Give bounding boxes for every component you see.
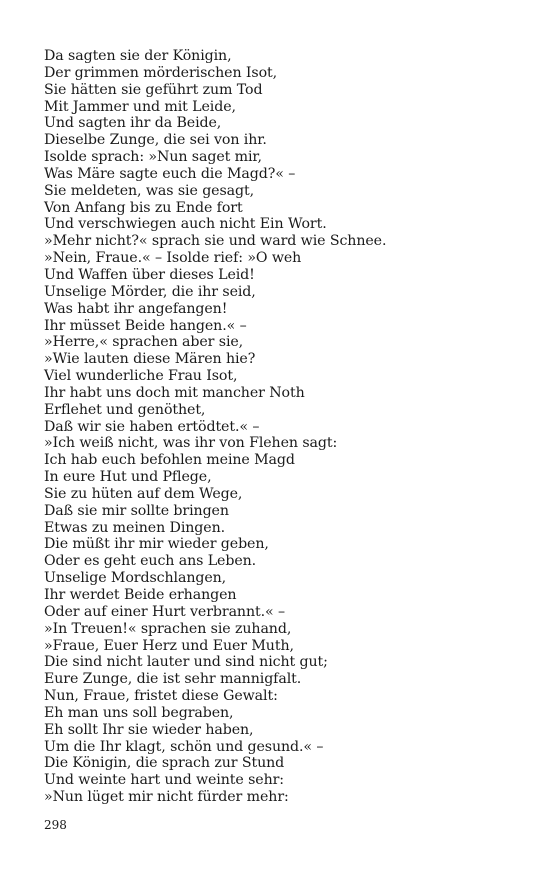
verse-line: Da sagten sie der Königin, (44, 48, 232, 64)
verse-line: Die sind nicht lauter und sind nicht gut; (44, 654, 328, 671)
verse-line: Eh man uns soll begraben, (44, 704, 234, 721)
verse-text (44, 48, 386, 806)
verse-line: Eh sollt Ihr sie wieder haben, (44, 721, 254, 738)
verse-line: »Nein, Fraue.« – Isolde rief: »O weh (44, 250, 302, 267)
verse-line: Ihr werdet Beide erhangen (44, 587, 237, 603)
verse-line: Eure Zunge, die ist sehr mannigfalt. (44, 671, 302, 688)
verse-line: Nun, Fraue, fristet diese Gewalt: (44, 688, 278, 705)
verse-line: Ihr müsset Beide hangen.« – (44, 317, 247, 334)
verse-line: Mit Jammer und mit Leide, (44, 98, 236, 115)
verse-line: Um die Ihr klagt, schön und gesund.« – (44, 738, 324, 755)
verse-line: Daß wir sie haben ertödtet.« – (44, 418, 260, 435)
verse-line: Oder auf einer Hurt verbrannt.« – (44, 603, 286, 620)
verse-line: Ich hab euch befohlen meine Magd (44, 452, 295, 469)
verse-line: Was Märe sagte euch die Magd?« – (44, 165, 296, 182)
verse-line: Der grimmen mörderischen Isot, (44, 64, 278, 81)
verse-line: Die Königin, die sprach zur Stund (44, 755, 285, 772)
verse-line: Von Anfang bis zu Ende fort (44, 199, 243, 216)
verse-line: Unselige Mordschlangen, (44, 570, 227, 587)
verse-line: »Mehr nicht?« sprach sie und ward wie Schnee. (44, 233, 387, 250)
verse-line: »Ich weiß nicht, was ihr von Flehen sagt: (44, 435, 338, 452)
verse-line: Was habt ihr angefangen! (44, 300, 228, 317)
verse-line: Sie zu hüten auf dem Wege, (44, 485, 243, 502)
verse-line: Erflehet und genöthet, (44, 401, 206, 418)
verse-line: Ihr habt uns doch mit mancher Noth (44, 384, 305, 401)
verse-line: »Fraue, Euer Herz und Euer Muth, (44, 637, 294, 654)
verse-line: Und sagten ihr da Beide, (44, 115, 222, 132)
verse-line: Und Waffen über dieses Leid! (44, 266, 255, 283)
verse-line: Oder es geht euch ans Leben. (44, 553, 257, 570)
verse-line: Unselige Mörder, die ihr seid, (44, 283, 256, 300)
verse-line: »Wie lauten diese Mären hie? (44, 351, 256, 368)
verse-line: Und weinte hart und weinte sehr: (44, 772, 284, 789)
verse-line: »In Treuen!« sprachen sie zuhand, (44, 620, 292, 637)
verse-line: Und verschwiegen auch nicht Ein Wort. (44, 216, 327, 233)
verse-line: Isolde sprach: »Nun saget mir, (44, 149, 262, 166)
verse-line: »Nun lüget mir nicht fürder mehr: (44, 789, 289, 806)
verse-line: Sie meldeten, was sie gesagt, (44, 182, 255, 199)
page-number: 298 (44, 818, 67, 832)
verse-line: »Herre,« sprachen aber sie, (44, 334, 244, 351)
verse-line: In eure Hut und Pflege, (44, 469, 212, 486)
verse-line: Etwas zu meinen Dingen. (44, 519, 226, 536)
verse-line: Dieselbe Zunge, die sei von ihr. (44, 132, 267, 149)
verse-line: Viel wunderliche Frau Isot, (44, 368, 238, 385)
verse-line: Daß sie mir sollte bringen (44, 502, 229, 519)
verse-line: Sie hätten sie geführt zum Tod (44, 81, 263, 98)
verse-line: Die müßt ihr mir wieder geben, (44, 536, 269, 553)
